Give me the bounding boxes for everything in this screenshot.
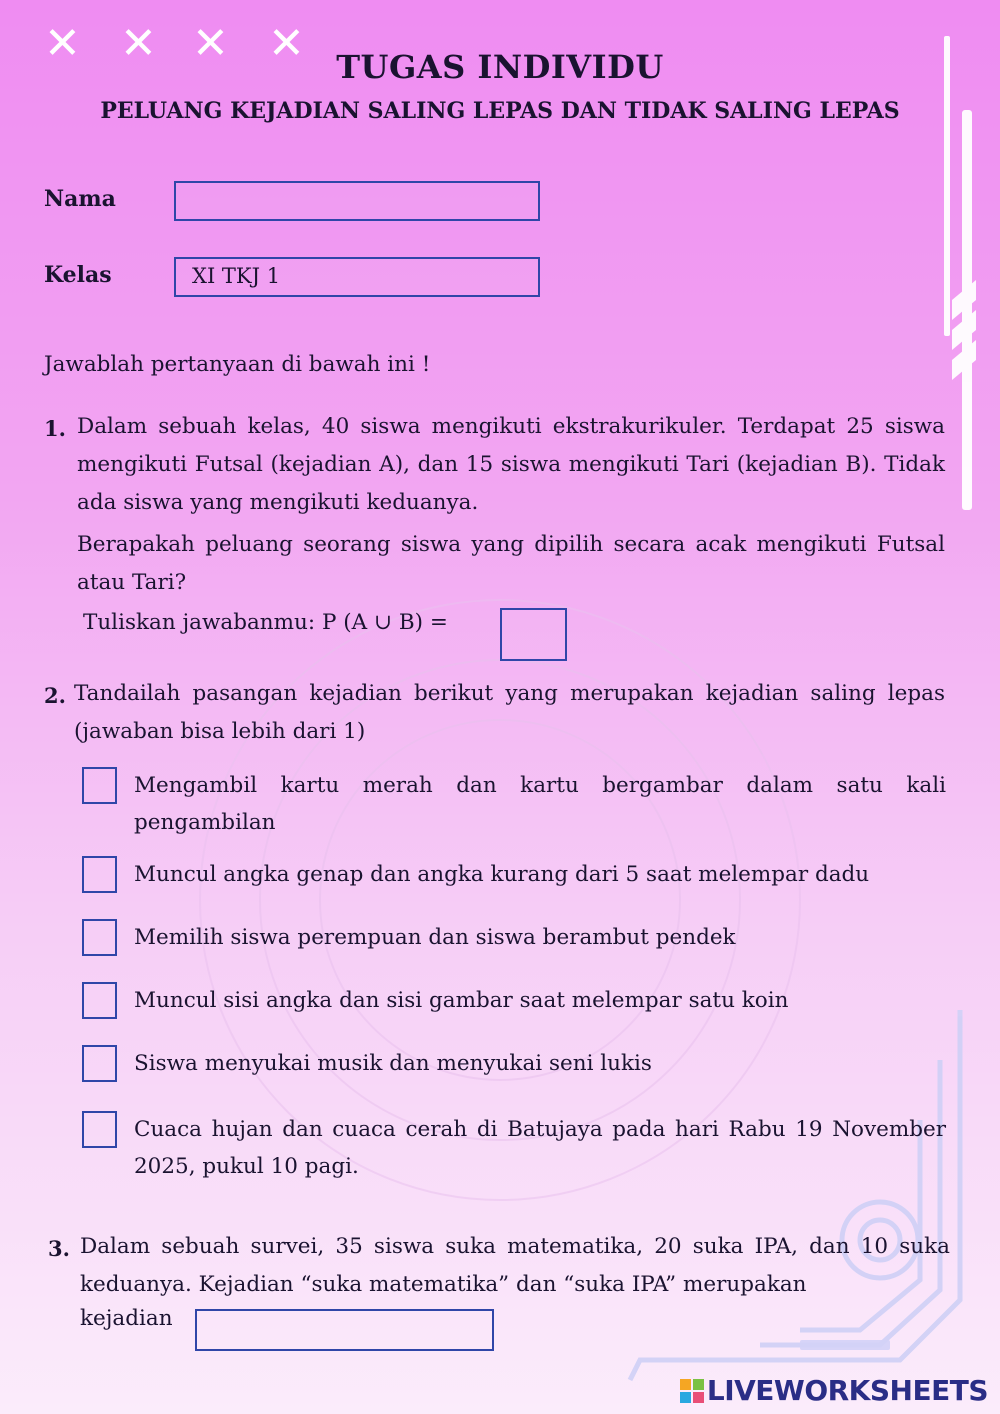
x-mark-icon: ✕ bbox=[120, 18, 157, 69]
liveworksheets-logo[interactable] bbox=[680, 1374, 988, 1407]
question-1-prompt: Berapakah peluang seorang siswa yang dipilih secara acak mengikuti Futsal atau Tari? bbox=[77, 532, 945, 595]
liveworksheets-icon bbox=[680, 1379, 704, 1403]
option-6-checkbox[interactable] bbox=[82, 1111, 117, 1148]
question-1-answer-box[interactable] bbox=[500, 608, 567, 661]
page-subtitle: PELUANG KEJADIAN SALING LEPAS DAN TIDAK SALING LEPAS bbox=[100, 98, 900, 124]
x-mark-icon: ✕ bbox=[44, 18, 81, 69]
question-3-text: Dalam sebuah survei, 35 siswa suka matematika, 20 suka IPA, dan 10 suka keduanya. Kejadian “suka matematika” dan “suka IPA” merupakan bbox=[80, 1234, 950, 1297]
question-1-answer-label: Tuliskan jawabanmu: P (A ∪ B) = bbox=[83, 610, 448, 635]
option-4-label: Muncul sisi angka dan sisi gambar saat melempar satu koin bbox=[134, 988, 789, 1013]
question-3-number: 3. bbox=[48, 1236, 70, 1261]
option-3-checkbox[interactable] bbox=[82, 919, 117, 956]
instruction-text: Jawablah pertanyaan di bawah ini ! bbox=[44, 352, 431, 377]
option-5-checkbox[interactable] bbox=[82, 1045, 117, 1082]
x-mark-icon: ✕ bbox=[268, 18, 305, 69]
x-mark-icon: ✕ bbox=[192, 18, 229, 69]
liveworksheets-text: LIVEWORKSHEETS bbox=[706, 1374, 988, 1407]
question-3-answer-box[interactable] bbox=[195, 1309, 494, 1351]
question-2-text: Tandailah pasangan kejadian berikut yang merupakan kejadian saling lepas (jawaban bisa lebih dari 1) bbox=[74, 681, 945, 744]
option-2-label: Muncul angka genap dan angka kurang dari 5 saat melempar dadu bbox=[134, 862, 870, 887]
question-2-number: 2. bbox=[44, 683, 66, 708]
option-5-label: Siswa menyukai musik dan menyukai seni lukis bbox=[134, 1051, 652, 1076]
option-6-label: Cuaca hujan dan cuaca cerah di Batujaya pada hari Rabu 19 November 2025, pukul 10 pagi. bbox=[134, 1117, 946, 1179]
question-3-text-end: kejadian bbox=[80, 1306, 173, 1331]
option-4-checkbox[interactable] bbox=[82, 982, 117, 1019]
nama-label: Nama bbox=[44, 186, 116, 212]
option-1-label: Mengambil kartu merah dan kartu bergambar dalam satu kali pengambilan bbox=[134, 773, 946, 835]
option-3-label: Memilih siswa perempuan dan siswa berambut pendek bbox=[134, 925, 736, 950]
nama-field[interactable] bbox=[174, 181, 540, 221]
question-1-number: 1. bbox=[44, 416, 66, 441]
kelas-label: Kelas bbox=[44, 262, 112, 288]
option-2-checkbox[interactable] bbox=[82, 856, 117, 893]
option-1-checkbox[interactable] bbox=[82, 767, 117, 804]
kelas-field[interactable]: XI TKJ 1 bbox=[174, 257, 540, 297]
question-1-text: Dalam sebuah kelas, 40 siswa mengikuti ekstrakurikuler. Terdapat 25 siswa mengikuti Futsal (kejadian A), dan 15 siswa mengikuti Tari (kejadian B). Tidak ada siswa yang mengikuti keduanya. bbox=[77, 414, 945, 515]
page-title: TUGAS INDIVIDU bbox=[336, 48, 664, 86]
